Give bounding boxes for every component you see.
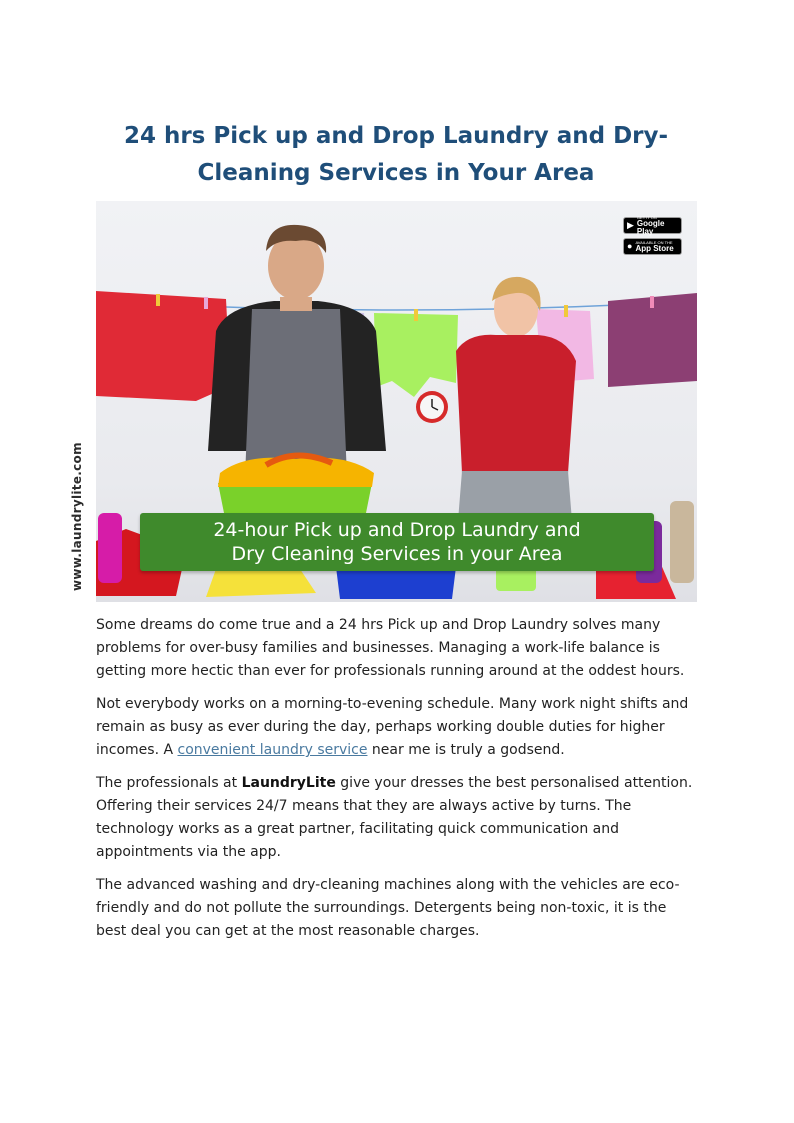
- green-shirt: [374, 313, 458, 397]
- laundry-service-link[interactable]: convenient laundry service: [177, 742, 368, 758]
- hero-image: [70, 201, 697, 602]
- paragraph-professionals: [96, 772, 701, 864]
- banner-line-2: Dry Cleaning Services in your Area: [231, 543, 563, 565]
- brand-name: LaundryLite: [241, 775, 336, 791]
- paragraph-schedule-end: near me is truly a godsend.: [367, 742, 565, 758]
- google-play-badge[interactable]: [623, 214, 682, 236]
- banner-line-1: 24-hour Pick up and Drop Laundry and: [213, 519, 581, 541]
- paragraph-schedule-text: Not everybody works on a morning-to-evening schedule. Many work night shifts and remain as busy as ever during the day, perhaps working double duties for higher incomes. A: [96, 696, 689, 758]
- apple-badge-caption: AVAILABLE ON THE: [635, 239, 673, 245]
- google-badge-label: Google Play: [636, 218, 665, 236]
- apple-icon: ●: [627, 241, 633, 251]
- paragraph-schedule: [96, 693, 701, 762]
- apple-badge-label: App Store: [635, 243, 674, 253]
- app-store-badge[interactable]: [623, 238, 682, 255]
- red-shirt: [96, 291, 231, 401]
- play-store-icon: ▶: [627, 220, 634, 230]
- google-badge-caption: GET IT ON: [636, 214, 657, 220]
- paragraph-intro: Some dreams do come true and a 24 hrs Pick up and Drop Laundry solves many problems for over-busy families and businesses. Managing a work-life balance is getting more hectic than ever for professionals running around at the oddest hours.: [96, 617, 685, 679]
- article-body: [96, 614, 701, 953]
- paragraph-eco: The advanced washing and dry-cleaning machines along with the vehicles are eco-friendly and do not pollute the surroundings. Detergents being non-toxic, it is the best deal you can get at the most reasonable charges.: [96, 877, 680, 939]
- hero-banner: [140, 513, 654, 571]
- paragraph-professionals-text: The professionals at: [96, 775, 242, 791]
- page-title: 24 hrs Pick up and Drop Laundry and Dry-Cleaning Services in Your Area: [123, 123, 669, 186]
- paragraph-professionals-end: give your dresses the best personalised attention. Offering their services 24/7 means that they are always active by turns. The technology works as a great partner, facilitating quick communication and appointments via the app.: [96, 775, 693, 860]
- website-watermark: www.laundrylite.com: [70, 442, 84, 591]
